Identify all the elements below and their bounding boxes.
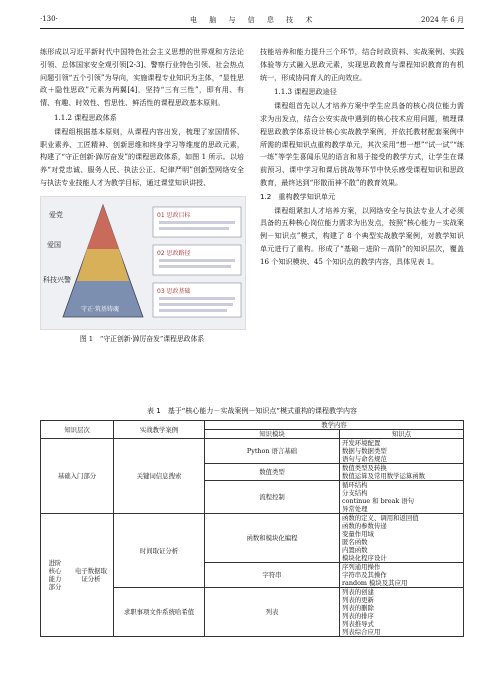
stage-3-text-line: [159, 303, 233, 306]
knowledge-point: 数值类型及转换: [342, 464, 387, 472]
knowledge-point: 列表的删除: [342, 604, 374, 612]
module-cell: 字符串: [205, 563, 340, 588]
section-heading-1-2: 1.2 重构教学知识单元: [260, 191, 336, 201]
knowledge-point: 语句与命名规范: [342, 455, 387, 463]
right-paragraph-3: 课程组紧扣人才培养方案，以网络安全与执法专业人才必须具备的五种核心岗位能力需求为出发点，按照“核心能力－实战案例－知识点”模式，构建了 8 个典型实战教学案例，对教学知识单元进行了重构。形成了“基础－进阶－高阶”的知识层次，覆盖 16 个知识模块、45 个知识点的教学内容，具体见表 1。: [260, 205, 464, 266]
knowledge-point: 开发环境配置: [342, 439, 381, 447]
th-case: 实战教学案例: [114, 421, 205, 439]
knowledge-point: 函数的参数传递: [342, 522, 387, 530]
knowledge-points-cell: [340, 588, 464, 637]
pyramid-base-label: 守正·筑基铸魂: [81, 305, 119, 313]
level-cell: [41, 514, 114, 637]
table-1: [40, 406, 464, 637]
knowledge-point: 分支结构: [342, 489, 368, 497]
th-module: 知识模块: [205, 430, 340, 439]
stage-2-text-line: [159, 259, 235, 262]
knowledge-points-cell: [340, 514, 464, 563]
knowledge-point: 序列通用操作: [342, 563, 381, 571]
paper-page: [40, 12, 464, 636]
running-header: [40, 12, 464, 29]
knowledge-point: 匿名函数: [342, 538, 368, 546]
knowledge-points-cell: [340, 464, 464, 481]
knowledge-points-cell: [340, 563, 464, 588]
journal-name: 电 脑 与 信 息 技 术: [190, 16, 318, 24]
knowledge-point: 字符串及其操作: [342, 571, 387, 579]
knowledge-point: 异常处理: [342, 505, 368, 513]
stage-1-text-line: [159, 227, 229, 230]
case-cell: 关键词信息搜索: [114, 439, 205, 514]
fig-label-1: 爱党: [49, 210, 63, 219]
module-cell: 函数和模块化编程: [205, 514, 340, 563]
table-body: [41, 439, 464, 637]
issue-date: 2024 年 6 月: [421, 16, 464, 24]
table-row: [41, 514, 464, 563]
knowledge-points-cell: [340, 481, 464, 514]
knowledge-point: 列表的更新: [342, 596, 374, 604]
th-point: 知识点: [340, 430, 464, 439]
advanced-sub-label: 电子数据取证分析: [75, 567, 107, 583]
knowledge-point: 列表综合应用: [342, 628, 381, 636]
module-cell: 列表: [205, 588, 340, 637]
figure-1-caption: 图 1 “守正创新·踔厉奋发”课程思政体系: [79, 334, 205, 343]
advanced-level-label: 进阶核心能力部分: [48, 559, 62, 591]
fig-label-3: 科技兴警: [43, 275, 71, 284]
stage-1-text-line: [159, 221, 235, 224]
level-cell: 基础入门部分: [41, 439, 114, 514]
left-paragraph-1: 练形成以习近平新时代中国特色社会主义思想的世界观和方法论引领、总体国家安全观引领[2-3]、警察行业特色引领、社会热点问题引领“五个引领”为导向，实施课程专业知识为主体，“显性思政＋隐性思政”元素为两翼[4]，坚持“三有三性”，即有用、有情、有趣、时效性、哲思性、鲜活性的课程思政基本原则。: [40, 47, 244, 108]
knowledge-point: 列表的创建: [342, 588, 374, 596]
right-column: [260, 46, 464, 269]
case-cell: 求职事项文件系统哈希值: [114, 588, 205, 637]
table-1-grid: [40, 420, 464, 637]
stage-title-1: 01 思政目标: [157, 211, 191, 219]
th-content: 教学内容: [205, 421, 464, 430]
left-paragraph-2: 课程组根据基本原则，从课程内容出发，梳理了家国情怀、职业素养、工匠精神、创新思维和终身学习等维度的思政元素，构建了“守正创新·踔厉奋发”的课程思政体系，如图 1 所示。以培养“对党忠诚、服务人民、执法公正、纪律严明”创新型网络安全与执法专业技能人才为教学目标，通过课堂知识讲授、: [40, 126, 244, 187]
stage-2-text-line: [159, 265, 231, 268]
knowledge-point: 数据与数据类型: [342, 447, 387, 455]
table-1-title: 表 1 基于“核心能力－实战案例－知识点”模式重构的课程教学内容: [147, 407, 357, 415]
knowledge-point: 内置函数: [342, 546, 368, 554]
subsection-heading-1-1-2: 1.1.2 课程思政体系: [54, 112, 117, 122]
right-paragraph-2: 课程组首先以人才培养方案中学生应具备的核心岗位能力需求为出发点，结合公安实战中遇到的核心技术应用问题，梳理课程思政教学体系设计核心实战教学案例，并依托教材配套案例中所需的课程知识点重构教学单元，其次采用“想一想”“试一试”“练一练”等学生喜闻乐见的语言和易于接受的教学方式，让学生在课前预习、课中学习和课后挑战等环节中快乐感受课程知识和思政教育，最终达到“形散而神不散”的教育效果。: [260, 101, 464, 187]
knowledge-point: 函数的定义、调用和返回值: [342, 514, 419, 522]
stage-3-text-line: [159, 297, 235, 300]
knowledge-point: 变量作用域: [342, 530, 374, 538]
knowledge-points-cell: [340, 439, 464, 464]
module-cell: 数值类型: [205, 464, 340, 481]
module-cell: 流程控制: [205, 481, 340, 514]
th-level: 知识层次: [41, 421, 114, 439]
knowledge-point: 模块化程序设计: [342, 554, 387, 562]
knowledge-point: 列表推导式: [342, 620, 374, 628]
figure-1-diagram: [41, 197, 245, 329]
figure-1: [40, 196, 246, 330]
subsection-heading-1-1-3: 1.1.3 课程思政途径: [274, 87, 337, 97]
knowledge-point: 列表的排序: [342, 612, 374, 620]
table-row: [41, 439, 464, 464]
knowledge-point: random 模块及其应用: [342, 579, 408, 587]
case-cell: 时间取证分析: [114, 514, 205, 588]
knowledge-point: 循环结构: [342, 481, 368, 489]
stage-3-text-line: [159, 309, 227, 312]
knowledge-point: continue 和 break 语句: [342, 497, 415, 505]
page-number: ·130·: [40, 15, 58, 23]
module-cell: Python 语言基础: [205, 439, 340, 464]
right-paragraph-1: 技能培养和能力提升三个环节，结合时政资料、实战案例、实践体验等方式融入思政元素，实现思政教育与课程知识教育的有机统一，形成协同育人的正向效应。: [260, 47, 464, 82]
stage-title-2: 02 思政路径: [157, 249, 191, 257]
knowledge-point: 数值运算及常用数学运算函数: [342, 472, 426, 480]
left-column: [40, 46, 244, 346]
stage-title-3: 03 思政基础: [157, 287, 191, 295]
fig-label-2: 爱国: [47, 240, 61, 249]
